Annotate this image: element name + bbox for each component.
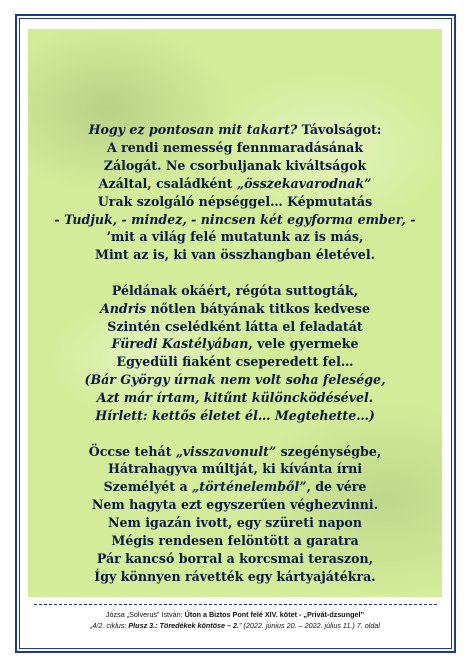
footer-book-title: Úton a Biztos Pont felé XIV. kötet - „Privát-dzsungel” <box>184 610 365 619</box>
poem-text: Hátrahagyva múltját, ki kívánta írni <box>107 461 363 477</box>
poem-text: Nem igazán ivott, egy szüreti napon <box>108 515 362 531</box>
poem-line <box>28 407 442 425</box>
poem-text: nőtlen bátyának titkos kedvese <box>146 300 371 316</box>
poem-line <box>28 318 442 336</box>
footer-line-1 <box>28 609 442 620</box>
poem-text: - Tudjuk, - mindez, - nincsen két egyforma ember, - <box>54 211 416 227</box>
poem-text: „összekavarodnak” <box>236 175 372 191</box>
poem-line <box>28 496 442 514</box>
poem <box>28 121 442 603</box>
footer <box>28 609 442 631</box>
poem-text: A rendi nemesség fennmaradásának <box>106 139 364 155</box>
stanza <box>28 282 442 425</box>
poem-text: Füredi Kastélyában <box>111 336 249 352</box>
poem-line <box>28 121 442 139</box>
poem-text: ’mit a világ felé mutatunk az is más, <box>106 229 364 245</box>
poem-text: Öccse tehát <box>88 443 176 459</box>
poem-line <box>28 157 442 175</box>
stanza <box>28 121 442 264</box>
poem-line <box>28 514 442 532</box>
poem-line <box>28 389 442 407</box>
poem-line <box>28 300 442 318</box>
poem-line <box>28 353 442 371</box>
footer-cycle: „4/2. ciklus: <box>90 621 129 630</box>
poem-text: Személyét a <box>103 479 193 495</box>
poem-text: „visszavonult” <box>175 443 277 459</box>
poem-line <box>28 246 442 264</box>
poem-text: Azáltal, családként <box>98 175 237 191</box>
poem-line <box>28 460 442 478</box>
stanza <box>28 443 442 586</box>
poem-text: Egyedüli fiaként cseperedett fel… <box>116 354 354 370</box>
poem-text: Zálogát. Ne csorbuljanak kiváltságok <box>103 157 367 173</box>
poem-text: , vele gyermeke <box>248 336 359 352</box>
poem-text: Mint az is, ki van összhangban életével. <box>95 247 375 263</box>
poem-line <box>28 568 442 586</box>
poem-line <box>28 478 442 496</box>
poem-text: szegénységbe, <box>276 443 382 459</box>
poem-text: Így könnyen rávették egy kártyajátékra. <box>94 568 376 584</box>
poem-text: Azt már írtam, kitűnt különcködésével. <box>96 390 374 406</box>
poem-text: Szintén cselédként látta el feladatát <box>107 318 363 334</box>
poem-text: Hogy ez pontosan mit takart? <box>88 122 298 137</box>
poem-line <box>28 532 442 550</box>
footer-dates-page: ” (2022. június 20. – 2022. július 11.) 7. oldal <box>239 621 380 630</box>
poem-line <box>28 175 442 193</box>
poem-text: Hírlett: kettős életet él… Megtehette…) <box>95 408 375 424</box>
poem-text: Pár kancsó borral a korcsmai teraszon, <box>96 550 374 566</box>
footer-line-2 <box>28 620 442 631</box>
poem-line <box>28 371 442 389</box>
footer-part-title: Plusz 3.: Töredékek köntöse – 2. <box>128 621 240 630</box>
poem-text: Nem hagyta ezt egyszerűen véghezvinni. <box>91 497 379 513</box>
poem-line <box>28 211 442 229</box>
poem-text: , de vére <box>306 479 367 495</box>
poem-text: „történelemből” <box>192 479 307 495</box>
poem-line <box>28 139 442 157</box>
poem-line <box>28 282 442 300</box>
poem-line <box>28 550 442 568</box>
poem-text: Urak szolgáló népséggel… Képmutatás <box>97 193 373 209</box>
poem-line <box>28 335 442 353</box>
footer-divider <box>34 604 437 605</box>
poem-text: Távolságot: <box>297 122 382 137</box>
poem-line <box>28 193 442 211</box>
footer-author: Józsa „Solverus” István: <box>105 610 185 619</box>
poem-text: Példának okáért, régóta suttogták, <box>111 282 359 298</box>
poem-text: Andris <box>99 300 147 316</box>
poem-text: Mégis rendesen felöntött a garatra <box>111 533 359 549</box>
poem-line <box>28 443 442 461</box>
poem-line <box>28 228 442 246</box>
poem-text: (Bár György úrnak nem volt soha felesége, <box>84 372 386 388</box>
